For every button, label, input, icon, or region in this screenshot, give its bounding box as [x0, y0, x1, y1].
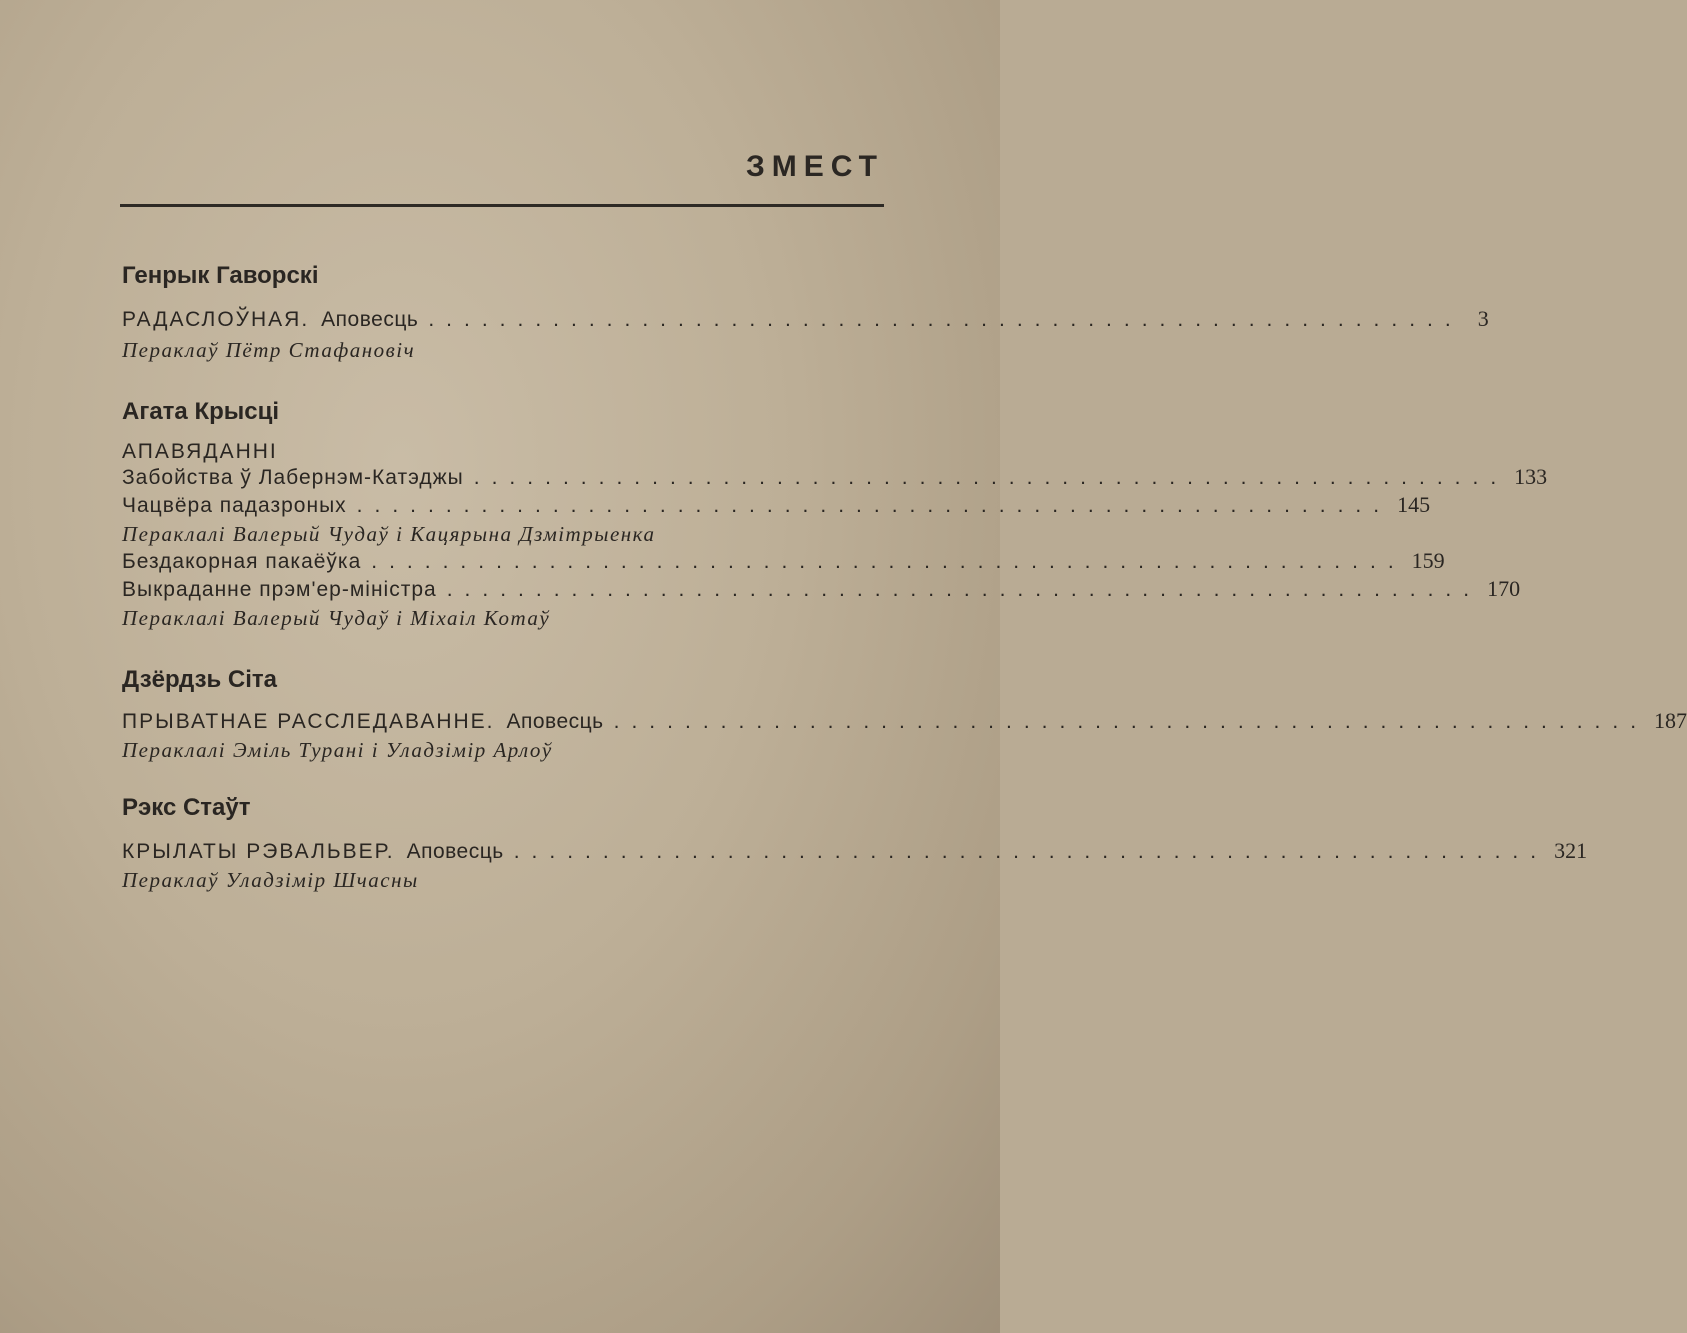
entry-page-number: 321 [1554, 838, 1588, 863]
toc-entry-pryvatnae[interactable] [122, 708, 1687, 734]
entry-page-number: 3 [1477, 306, 1489, 331]
entry-genre: Аповесць [506, 710, 604, 733]
entry-title: КРЫЛАТЫ РЭВАЛЬВЕР. [122, 840, 395, 863]
toc-entry-story-1[interactable] [122, 464, 1548, 490]
entry-title: Чацвёра падазроных [122, 494, 347, 517]
entry-page-number: 145 [1397, 492, 1431, 517]
author-christie: Агата Крысці [122, 398, 280, 425]
leader-dots: .......................................................... [473, 466, 1509, 489]
translator-line: Пераклалі Эміль Турані і Уладзімір Арлоў [122, 738, 553, 762]
author-stout: Рэкс Стаўт [122, 794, 251, 821]
entry-title: Бездакорная пакаёўка [122, 550, 362, 573]
entry-genre: Аповесць [321, 308, 419, 331]
translator-line: Пераклаў Пётр Стафановіч [122, 338, 416, 362]
translator-line: Пераклалі Валерый Чудаў і Міхаіл Котаў [122, 606, 551, 630]
leader-dots: .......................................................... [356, 494, 1392, 517]
section-subtitle: АПАВЯДАННІ [122, 440, 278, 463]
toc-entry-story-4[interactable] [122, 576, 1521, 602]
author-haworski: Генрык Гаворскі [122, 262, 319, 289]
entry-page-number: 133 [1514, 464, 1548, 489]
entry-page-number: 187 [1654, 708, 1687, 733]
leader-dots: .......................................................... [428, 308, 1463, 331]
entry-title: Выкраданне прэм'ер-міністра [122, 578, 437, 601]
contents-heading: ЗМЕСТ [745, 150, 884, 183]
entry-page-number: 159 [1411, 548, 1445, 573]
entry-title: РАДАСЛОЎНАЯ. [122, 308, 310, 331]
leader-dots: .......................................................... [446, 578, 1482, 601]
entry-title: Забойства ў Лабернэм-Катэджы [122, 466, 464, 489]
author-sita: Дзёрдзь Сіта [122, 666, 278, 693]
heading-rule [120, 204, 884, 207]
entry-title: ПРЫВАТНАЕ РАССЛЕДАВАННЕ. [122, 710, 495, 733]
toc-entry-story-2[interactable] [122, 492, 1431, 518]
entry-genre: Аповесць [406, 840, 504, 863]
leader-dots: .......................................................... [613, 710, 1649, 733]
toc-entry-krylaty[interactable] [122, 838, 1588, 864]
toc-entry-radasloynaya[interactable] [122, 306, 1489, 332]
leader-dots: .......................................................... [371, 550, 1406, 573]
toc-entry-story-3[interactable] [122, 548, 1445, 574]
translator-line: Пераклалі Валерый Чудаў і Кацярына Дзмітрыенка [122, 522, 656, 546]
leader-dots: .......................................................... [513, 840, 1549, 863]
translator-line: Пераклаў Уладзімір Шчасны [122, 868, 419, 892]
entry-page-number: 170 [1487, 576, 1521, 601]
